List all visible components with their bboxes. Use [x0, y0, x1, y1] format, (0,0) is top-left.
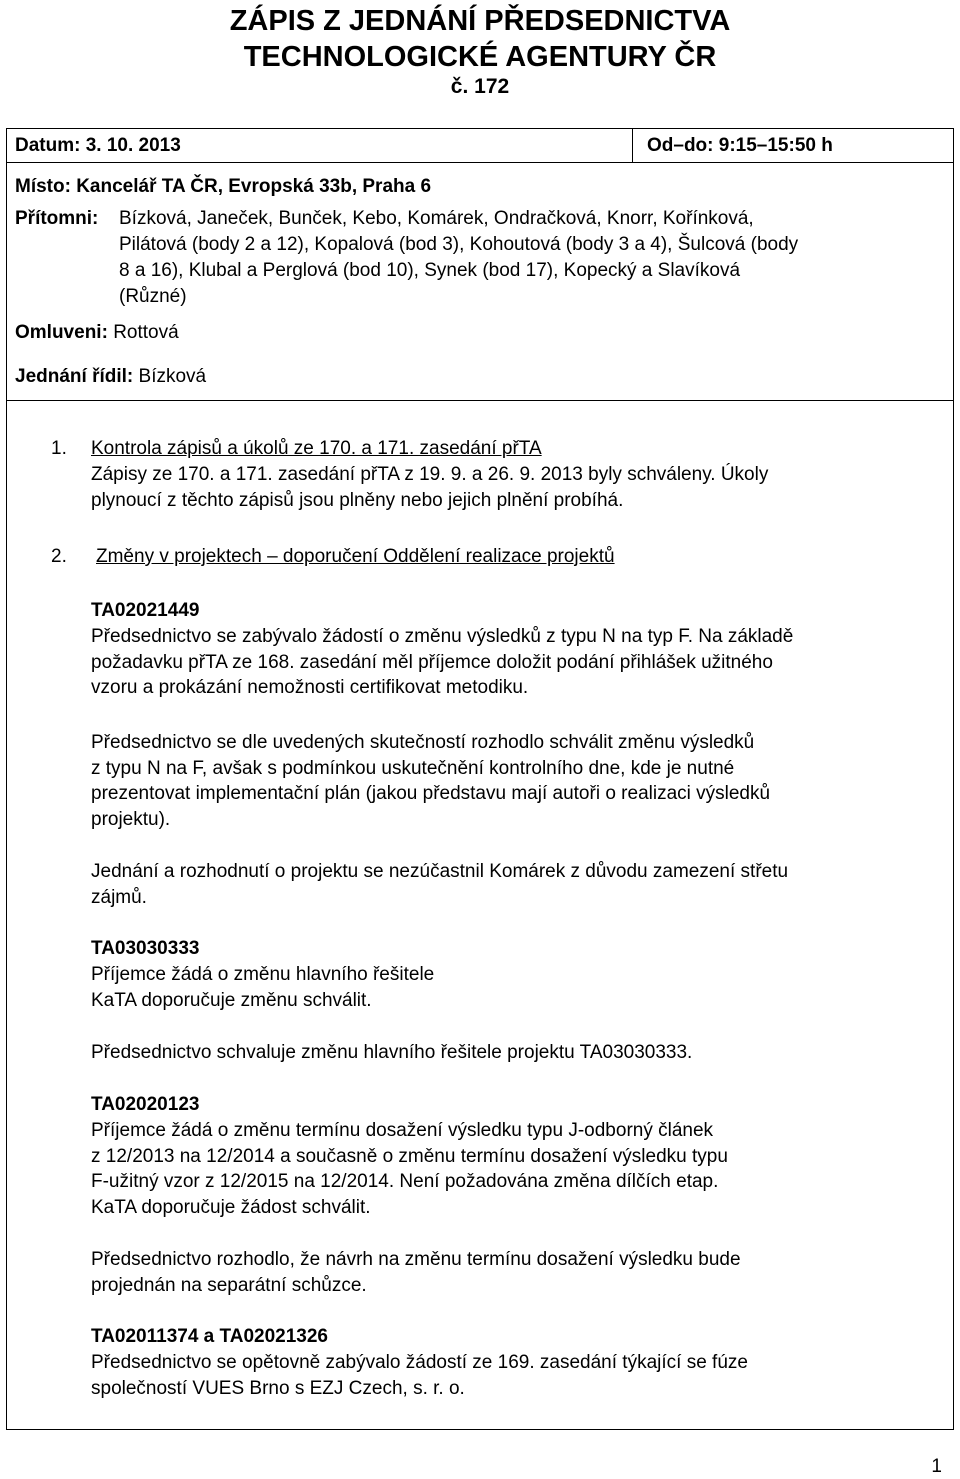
present-label: Přítomni:	[15, 208, 99, 229]
project-text	[91, 962, 941, 1013]
document-title-line2: TECHNOLOGICKÉ AGENTURY ČR	[243, 41, 717, 73]
project-decision	[91, 730, 931, 832]
excused-label: Omluveni:	[15, 322, 108, 343]
text-line: prezentovat implementační plán (jakou představu mají autoři o realizaci výsledků	[91, 783, 771, 804]
project-text	[91, 1118, 931, 1220]
text-line: KaTA doporučuje žádost schválit.	[91, 1196, 371, 1218]
item-number: 1.	[51, 438, 67, 459]
item-title: Změny v projektech – doporučení Oddělení realizace projektů	[96, 546, 615, 567]
text-line: Předsednictvo se dle uvedených skutečností rozhodlo schválit změnu výsledků	[91, 732, 755, 753]
project-code: TA02020123	[91, 1094, 200, 1115]
item-text	[91, 462, 931, 513]
text-line: F-užitný vzor z 12/2015 na 12/2014. Není požadována změna dílčích etap.	[91, 1171, 719, 1192]
text-line: Jednání a rozhodnutí o projektu se nezúčastnil Komárek z důvodu zamezení střetu	[91, 861, 789, 882]
minutes-body	[6, 400, 954, 1430]
project-note	[91, 859, 931, 910]
attendance-box	[6, 162, 954, 401]
project-text	[91, 624, 941, 701]
project-code: TA03030333	[91, 938, 200, 959]
text-line: Předsednictvo se zabývalo žádostí o změnu výsledků z typu N na typ F. Na základě	[91, 626, 794, 647]
item-title: Kontrola zápisů a úkolů ze 170. a 171. zasedání přTA	[91, 438, 542, 459]
text-line: zájmů.	[91, 886, 147, 908]
chair-value: Bízková	[138, 366, 207, 387]
project-code: TA02021449	[91, 600, 200, 621]
project-text	[91, 1350, 931, 1401]
project-code: TA02011374 a TA02021326	[91, 1326, 328, 1347]
text-line: projektu).	[91, 808, 171, 830]
date-box	[6, 128, 633, 163]
text-line: Příjemce žádá o změnu hlavního řešitele	[91, 964, 435, 985]
text-line: vzoru a prokázání nemožnosti certifikovat metodiku.	[91, 677, 529, 698]
text-line: z 12/2013 na 12/2014 a současně o změnu termínu dosažení výsledku typu	[91, 1145, 728, 1167]
text-line: Předsednictvo se opětovně zabývalo žádostí ze 169. zasedání týkající se fúze	[91, 1352, 748, 1373]
meeting-place: Místo: Kancelář TA ČR, Evropská 33b, Praha 6	[15, 176, 432, 197]
present-line: Bízková, Janeček, Bunček, Kebo, Komárek, Ondračková, Knorr, Kořínková,	[119, 208, 754, 229]
text-line: plynoucí z těchto zápisů jsou plněny nebo jejich plnění probíhá.	[91, 489, 624, 511]
text-line: z typu N na F, avšak s podmínkou uskutečnění kontrolního dne, kde je nutné	[91, 757, 735, 779]
present-line: 8 a 16), Klubal a Perglová (bod 10), Synek (bod 17), Kopecký a Slavíková	[119, 260, 741, 281]
chair-label: Jednání řídil:	[15, 366, 134, 387]
text-line: projednán na separátní schůzce.	[91, 1274, 367, 1296]
document-number: č. 172	[450, 75, 510, 98]
meeting-time: Od–do: 9:15–15:50 h	[647, 135, 833, 156]
chair-row	[15, 364, 206, 390]
project-decision	[91, 1247, 931, 1298]
item-number: 2.	[51, 546, 67, 567]
text-line: Předsednictvo rozhodlo, že návrh na změnu termínu dosažení výsledku bude	[91, 1249, 741, 1270]
excused-row	[15, 320, 179, 346]
time-box	[632, 128, 954, 163]
present-line: Pilátová (body 2 a 12), Kopalová (bod 3), Kohoutová (body 3 a 4), Šulcová (body	[119, 234, 799, 255]
text-line: Příjemce žádá o změnu termínu dosažení výsledku typu J-odborný článek	[91, 1120, 714, 1141]
present-line: (Různé)	[119, 286, 187, 307]
excused-value: Rottová	[113, 322, 179, 343]
text-line: požadavku přTA ze 168. zasedání měl příjemce doložit podání přihlášek užitného	[91, 651, 773, 673]
document-title-line1: ZÁPIS Z JEDNÁNÍ PŘEDSEDNICTVA	[229, 5, 731, 37]
text-line: Zápisy ze 170. a 171. zasedání přTA z 19. 9. a 26. 9. 2013 byly schváleny. Úkoly	[91, 464, 769, 485]
project-decision: Předsednictvo schvaluje změnu hlavního řešitele projektu TA03030333.	[91, 1042, 693, 1063]
meeting-date: Datum: 3. 10. 2013	[15, 135, 181, 156]
text-line: společností VUES Brno s EZJ Czech, s. r. o.	[91, 1377, 465, 1399]
text-line: KaTA doporučuje změnu schválit.	[91, 989, 372, 1011]
page-number: 1	[931, 1456, 942, 1477]
